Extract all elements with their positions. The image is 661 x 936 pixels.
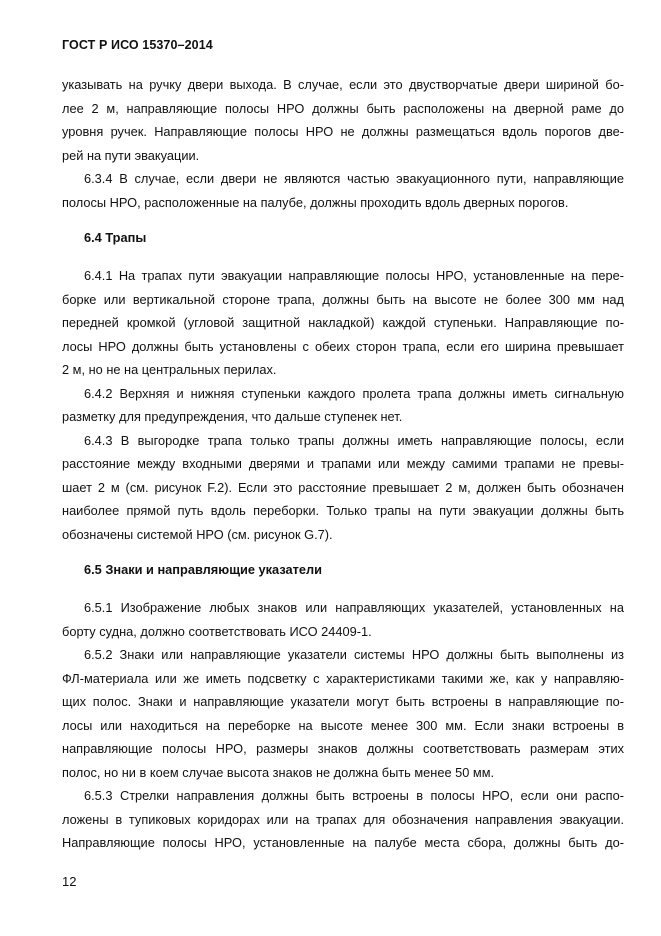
text-line: указывать на ручку двери выхода. В случае, если это двустворчатые двери шириной бо- (62, 77, 624, 92)
section-heading-6-5: 6.5 Знаки и направляющие указатели (84, 562, 323, 577)
paragraph-doors-continued (62, 73, 624, 167)
paragraph-6-4-3 (62, 429, 624, 547)
text-line: Направляющие полосы НРО, установленные на палубе места сбора, должны быть до- (62, 835, 624, 850)
text-line: уровня ручек. Направляющие полосы НРО не должны размещаться вдоль порогов две- (62, 124, 624, 139)
text-line: 2 м, но не на центральных перилах. (62, 362, 277, 377)
paragraph-6-4-2 (62, 382, 624, 429)
paragraph-6-5-3 (62, 784, 624, 855)
paragraph-6-5-1 (62, 596, 624, 643)
text-line: шает 2 м (см. рисунок F.2). Если это расстояние превышает 2 м, должен быть обозначен (62, 479, 624, 495)
paragraph-6-4-1 (62, 264, 624, 382)
text-line: разметку для предупреждения, что дальше ступенек нет. (62, 409, 403, 424)
text-line: лосы или находиться на переборке на высоте менее 300 мм. Если знаки встроены в (62, 717, 624, 733)
text-line: наиболее прямой путь вдоль переборки. Только трапы на пути эвакуации должны быть (62, 503, 624, 518)
text-line: полосы НРО, расположенные на палубе, должны проходить вдоль дверных порогов. (62, 194, 569, 210)
text-line: расстояние между входными дверями и трапами или между самими трапами не превы- (62, 456, 624, 471)
page-number: 12 (62, 874, 77, 889)
text-line: рей на пути эвакуации. (62, 147, 200, 163)
text-line: 6.4.2 Верхняя и нижняя ступеньки каждого пролета трапа должны иметь сигнальную (84, 385, 624, 401)
text-line: щих полос. Знаки и направляющие указатели могут быть встроены в направляющие по- (62, 694, 624, 709)
text-line: борке или вертикальной стороне трапа, должны быть на высоте не более 300 мм над (62, 291, 624, 307)
text-line: направляющие полосы НРО, размеры знаков должны соответствовать размерам этих (62, 741, 624, 756)
text-line: 6.5.1 Изображение любых знаков или направляющих указателей, установленных на (84, 600, 624, 615)
text-line: 6.3.4 В случае, если двери не являются частью эвакуационного пути, направляющие (84, 171, 624, 186)
text-line: 6.5.2 Знаки или направляющие указатели системы НРО должны быть выполнены из (84, 647, 624, 662)
document-body (62, 73, 624, 855)
text-line: обозначены системой НРО (см. рисунок G.7). (62, 526, 333, 542)
text-line: 6.4.1 На трапах пути эвакуации направляющие полосы НРО, установленные на пере- (84, 268, 624, 283)
text-line: борту судна, должно соответствовать ИСО 24409-1. (62, 623, 372, 639)
document-header: ГОСТ Р ИСО 15370–2014 (62, 38, 213, 52)
text-line: лосы НРО должны быть установлены с обеих сторон трапа, если его ширина превышает (62, 338, 624, 354)
text-line: полос, но ни в коем случае высота знаков не должна быть менее 50 мм. (62, 764, 495, 780)
section-heading-6-4: 6.4 Трапы (84, 230, 147, 245)
text-line: ФЛ-материала или же иметь подсветку с характеристиками такими же, как у направляю- (62, 670, 624, 686)
paragraph-6-5-2 (62, 643, 624, 784)
text-line: 6.4.3 В выгородке трапа только трапы должны иметь направляющие полосы, если (84, 432, 624, 448)
paragraph-6-3-4 (62, 167, 624, 214)
text-line: передней кромкой (угловой защитной накладкой) каждой ступеньки. Направляющие по- (62, 315, 624, 330)
text-line: 6.5.3 Стрелки направления должны быть встроены в полосы НРО, если они распо- (84, 788, 624, 803)
text-line: лее 2 м, направляющие полосы НРО должны быть расположены на дверной раме до (62, 100, 624, 116)
text-line: ложены в тупиковых коридорах или на трапах для обозначения направления эвакуации. (62, 811, 624, 827)
